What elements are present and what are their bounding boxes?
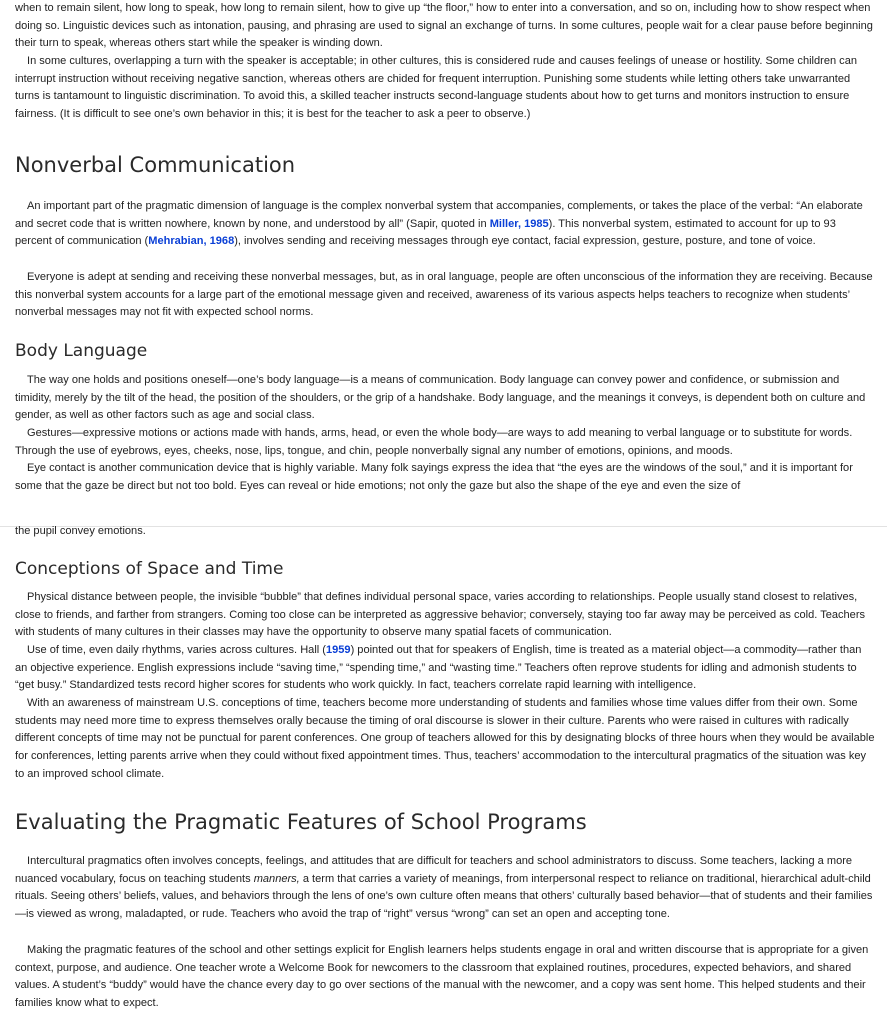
space-time-paragraph-3: With an awareness of mainstream U.S. conceptions of time, teachers become more understanding of students and families whose time values differ from their own. Some students may need more time to express themselves orally because the timing of oral discourse is slower in their culture. Parents who were raised in cultures with radically different concepts of time may not be punctual for parent conferences. One group of teachers allowed for this by designating blocks of three hours when they would be available for conferences, letting parents arrive when they could without fixed appointment times. Thus, teachers’ accommodation to the intercultural pragmatics of the situation was key to an improved school climate. [15,697,875,780]
body-language-paragraph-1: The way one holds and positions oneself—one’s body language—is a means of communication. Body language can convey power and confidence, or submission and timidity, merely by the tilt of the head, the position of the shoulders, or the grip of a handshake. Body language, and the meanings it conveys, is dependent both on culture and gender, as well as other factors such as age and social class. [15,374,866,422]
section-heading-nonverbal: Nonverbal Communication [15,153,296,177]
text-run: a term that carries a variety of meanings, from interpersonal respect to reliance on traditional, hierarchical adult-child rituals. Seeing others’ beliefs, values, and behaviors through the lens of one’s own culture often means that others’ culturally based behavior—that of students and their families—is viewed as wrong, maladapted, or rude. Teachers who avoid the trap of “right” versus “wrong” can set an open and accepting tone. [15,872,873,921]
text-run: ). This nonverbal system, estimated to account for up to 93 percent of communication ( [15,217,836,248]
text-run: Intercultural pragmatics often involves concepts, feelings, and attitudes that are difficult for teachers and school administrators to discuss. Some teachers, lacking a more nuanced vocabulary, focus on teaching students [15,855,853,885]
citation-link-hall[interactable]: 1959 [325,644,351,656]
section-heading-evaluating: Evaluating the Pragmatic Features of School Programs [15,810,587,834]
intro-paragraph-1: when to remain silent, how long to speak, how long to remain silent, how to give up “the floor,” how to enter into a conversation, and so on, including how to show respect when doing so. Linguistic devices such as intonation, pausing, and phrasing are used to signal an exchange of turns. In some cultures, people wait for a clear pause before beginning their turn to speak, whereas others start while the speaker is winding down. [15,2,873,50]
body-language-paragraph-2: Gestures—expressive motions or actions made with hands, arms, head, or even the whole body—are ways to add meaning to verbal language or to substitute for words. Through the use of eyebrows, eyes, cheeks, nose, lips, tongue, and chin, people nonverbally signal any number of emotions, opinions, and moods. [15,427,853,457]
text-run: Use of time, even daily rhythms, varies across cultures. Hall ( [27,644,326,656]
evaluating-paragraph-2: Making the pragmatic features of the school and other settings explicit for English learners helps students engage in oral and written discourse that is appropriate for a given context, purpose, and audience. One teacher wrote a Welcome Book for newcomers to the classroom that explained routines, procedures, expected behaviors, and shared values. A student’s “buddy” would have the chance every day to go over sections of the manual with the newcomer, and a copy was sent home. This helped students and their families know what to expect. [15,944,869,1010]
intro-paragraph-2: In some cultures, overlapping a turn with the speaker is acceptable; in other cultures, this is considered rude and causes feelings of unease or hostility. Some children can interrupt instruction without receiving negative sanction, whereas others are chided for frequent interruption. Punishing some students while letting others take unwarranted turns is tantamount to linguistic discrimination. To avoid this, a skilled teacher instructs second-language students about how to get turns and monitors instruction to ensure fairness. (It is difficult to see one’s own behavior in this; it is best for the teacher to ask a peer to observe.) [15,55,857,121]
section-heading-body-language: Body Language [15,341,148,361]
body-language-paragraph-3-continued: the pupil convey emotions. [15,525,146,537]
section-heading-space-time: Conceptions of Space and Time [15,559,284,579]
text-run: ), involves sending and receiving messages through eye contact, facial expression, gesture, posture, and tone of voice. [234,235,816,248]
space-time-paragraph-1: Physical distance between people, the invisible “bubble” that defines individual personal space, varies according to relationships. People usually stand closest to relatives, close to friends, and farther from strangers. Coming too close can be interpreted as aggressive behavior; conversely, staying too far away may be perceived as cold. Teachers with students of many cultures in their classes may have the opportunity to observe many spatial facets of communication. [15,591,866,639]
citation-link-mehrabian[interactable]: Mehrabian, 1968 [148,235,235,248]
emphasis-manners: manners, [253,872,300,885]
nonverbal-paragraph-2: Everyone is adept at sending and receiving these nonverbal messages, but, as in oral language, people are often unconscious of the information they are receiving. Because this nonverbal system accounts for a large part of the emotional message given and received, awareness of its various aspects helps teachers to recognize when students’ nonverbal messages may not fit with expected school norms. [15,271,873,319]
text-run: ) pointed out that for speakers of English, time is treated as a material object—a commodity—rather than an objective experience. English expressions include “saving time,” “spending time,” and “wasting time.” Teachers often reprove students for idling and admonish students to “get busy.” Standardized tests record higher scores for students who work quickly. In fact, teachers correlate rapid learning with intelligence. [15,644,862,692]
body-language-paragraph-3: Eye contact is another communication device that is highly variable. Many folk sayings express the idea that “the eyes are the windows of the soul,” and it is important for some that the gaze be direct but not too bold. Eyes can reveal or hide emotions; not only the gaze but also the shape of the eye and even the size of [15,462,853,492]
nonverbal-paragraph-1 [15,198,875,251]
citation-link-miller[interactable]: Miller, 1985 [489,217,549,230]
evaluating-paragraph-1 [15,853,875,924]
space-time-paragraph-2 [15,642,875,695]
text-run: An important part of the pragmatic dimension of language is the complex nonverbal system that accompanies, complements, or takes the place of the verbal: “An elaborate and secret code that is written nowhere, known by none, and understood by all” (Sapir, quoted in [15,200,863,230]
